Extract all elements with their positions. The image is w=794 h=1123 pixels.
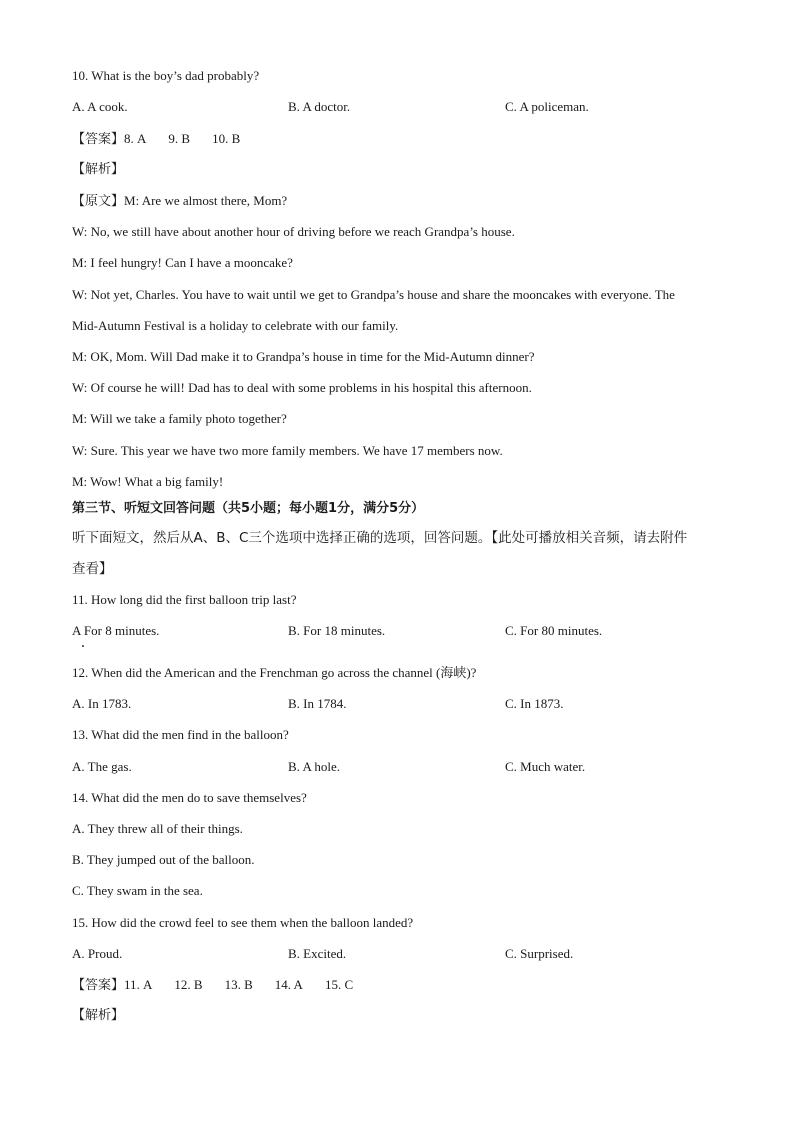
q12-option-b: B. In 1784. — [288, 696, 347, 711]
answer-item: 15. C — [324, 977, 354, 992]
question-12: 12. When did the American and the Frenchman go across the channel (海峡)? — [72, 665, 477, 680]
transcript-line-5: Mid-Autumn Festival is a holiday to celebrate with our family. — [72, 318, 399, 333]
answer-row-2 — [72, 977, 353, 994]
analysis-tag-2: 【解析】 — [72, 1008, 125, 1023]
q11-option-c: C. For 80 minutes. — [505, 623, 603, 638]
q14-option-a: A. They threw all of their things. — [72, 821, 243, 836]
question-13: 13. What did the men find in the balloon? — [72, 727, 289, 742]
section-instruction-1: 听下面短文，然后从A、B、C三个选项中选择正确的选项，回答问题。【此处可播放相关音频，请去附件 — [72, 530, 688, 546]
q14-option-b: B. They jumped out of the balloon. — [72, 852, 255, 867]
question-15: 15. How did the crowd feel to see them when the balloon landed? — [72, 915, 414, 930]
answer-tag: 【答案】 — [72, 978, 125, 993]
q15-option-a: A. Proud. — [72, 946, 123, 961]
transcript-line-3: M: I feel hungry! Can I have a mooncake? — [72, 255, 293, 270]
q10-option-a: A. A cook. — [72, 99, 128, 114]
transcript-line-4: W: Not yet, Charles. You have to wait until we get to Grandpa’s house and share the mooncakes with everyone. The — [72, 287, 675, 302]
transcript-line-8: M: Will we take a family photo together? — [72, 411, 287, 426]
section-instruction-2: 查看】 — [72, 561, 113, 577]
q15-option-b: B. Excited. — [288, 946, 347, 961]
q13-option-a: A. The gas. — [72, 759, 132, 774]
answer-item: 10. B — [212, 131, 241, 146]
answer-item: 8. A — [124, 131, 147, 146]
question-10: 10. What is the boy’s dad probably? — [72, 68, 260, 83]
q14-option-c: C. They swam in the sea. — [72, 883, 203, 898]
q11-option-b: B. For 18 minutes. — [288, 623, 386, 638]
q11-option-a: A For 8 minutes. — [72, 623, 160, 638]
answer-item: 13. B — [224, 977, 253, 992]
q13-option-c: C. Much water. — [505, 759, 586, 774]
q13-option-b: B. A hole. — [288, 759, 341, 774]
transcript-tag: 【原文】 — [72, 194, 125, 209]
transcript-line-9: W: Sure. This year we have two more family members. We have 17 members now. — [72, 443, 503, 458]
transcript-line-1 — [72, 193, 287, 210]
question-11: 11. How long did the first balloon trip last? — [72, 592, 297, 607]
answer-item: 12. B — [174, 977, 203, 992]
analysis-tag-1: 【解析】 — [72, 162, 125, 177]
answer-item: 14. A — [274, 977, 303, 992]
q10-option-c: C. A policeman. — [505, 99, 589, 114]
answer-item: 11. A — [124, 977, 153, 992]
answer-item: 9. B — [168, 131, 191, 146]
transcript-line-6: M: OK, Mom. Will Dad make it to Grandpa’s house in time for the Mid-Autumn dinner? — [72, 349, 535, 364]
q15-option-c: C. Surprised. — [505, 946, 574, 961]
transcript-line-2: W: No, we still have about another hour of driving before we reach Grandpa’s house. — [72, 224, 515, 239]
transcript-line-10: M: Wow! What a big family! — [72, 474, 224, 489]
q12-option-a: A. In 1783. — [72, 696, 132, 711]
answer-tag: 【答案】 — [72, 132, 125, 147]
transcript-text: M: Are we almost there, Mom? — [124, 193, 288, 208]
answer-row-1 — [72, 131, 240, 148]
q10-option-b: B. A doctor. — [288, 99, 351, 114]
stray-dot — [82, 645, 84, 647]
q12-option-c: C. In 1873. — [505, 696, 564, 711]
section-heading: 第三节、听短文回答问题（共5小题；每小题1分，满分5分） — [72, 501, 425, 516]
question-14: 14. What did the men do to save themselves? — [72, 790, 307, 805]
transcript-line-7: W: Of course he will! Dad has to deal with some problems in his hospital this afternoon. — [72, 380, 532, 395]
